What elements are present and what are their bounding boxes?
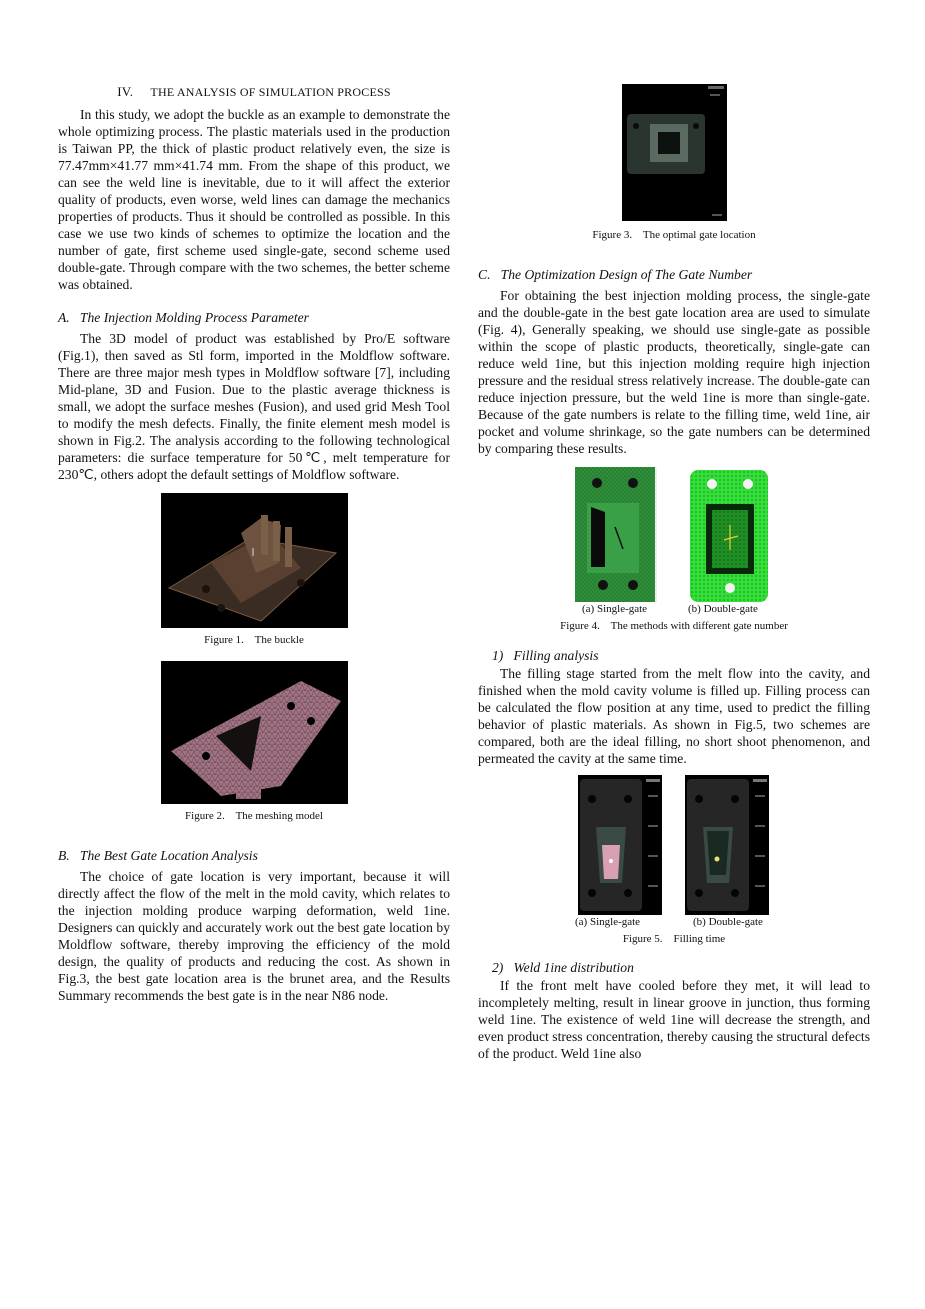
figure-4a-label: (a) Single-gate [582, 603, 648, 615]
buckle-render-image [161, 493, 348, 628]
subsection-c-paragraph: For obtaining the best injection molding process, the single-gate and the double-gate in the best gate location area are used to simulate (Fig. 4), Generally speaking, we should use single-gate as possible within the scope of plastic products, theoretically, single-gate can reduce weld 1ine, but this injection molding require high injection pressure and the residual stress relatively increase. The double-gate can reduce injection pressure, but the weld 1ine is more than single-gate. Because of the gate numbers is relate to the filling time, weld 1ine, air pocket and volume shrinkage, so the gate numbers can be determined by comparing these results. [478, 288, 870, 456]
single-gate-mesh-image [575, 467, 657, 602]
double-gate-mesh-image [690, 470, 770, 602]
figure-2-caption: Figure 2. The meshing model [185, 810, 323, 822]
figure-4b-label: (b) Double-gate [688, 603, 758, 615]
right-column [478, 84, 870, 1062]
section-heading [58, 84, 450, 100]
left-column [58, 84, 450, 1004]
figure-1 [161, 493, 348, 646]
subsection-c-heading: C. The Optimization Design of The Gate Number [478, 267, 753, 282]
item-2-paragraph: If the front melt have cooled before they met, it will lead to incompletely melting, result in linear groove in junction, thus forming weld 1ine. The existence of weld 1ine will decrease the strength, and even product stress concentration, thereby causing the structural defects of the product. Weld 1ine also [478, 978, 870, 1061]
figure-4-caption: Figure 4. The methods with different gate number [560, 620, 788, 632]
subsection-b-heading: B. The Best Gate Location Analysis [58, 848, 258, 863]
figure-5-caption: Figure 5. Filling time [622, 933, 726, 945]
item-1-paragraph: The filling stage started from the melt flow into the cavity, and finished when the mold cavity volume is filled up. Filling process can be calculated the flow position at any time, used to predict the filling behavior of plastic materials. As shown in Fig.5, two schemes are compared, both are the ideal filling, no short shoot phenomenon, and permeated the cavity at the same time. [478, 666, 870, 766]
mesh-model-image [161, 661, 348, 804]
figure-2 [161, 661, 348, 822]
gate-location-image [622, 84, 727, 221]
figure-1-caption: Figure 1. The buckle [204, 634, 304, 646]
single-gate-filling-image [578, 775, 662, 915]
figure-3-caption: Figure 3. The optimal gate location [592, 229, 756, 241]
subsection-a-heading: A. The Injection Molding Process Parameter [58, 310, 309, 325]
item-2-heading: 2) Weld 1ine distribution [492, 960, 634, 975]
figure-5 [478, 775, 870, 930]
section-number: IV. [117, 84, 134, 99]
subsection-a-paragraph: The 3D model of product was established by Pro/E software (Fig.1), then saved as Stl form, imported in the Moldflow software. There are three major mesh types in Moldflow software [7], including Mid-plane, 3D and Fusion. Due to the plastic average thickness is small, we adopt the surface meshes (Fusion), and used grid Mesh Tool to modify the mesh defects. Finally, the finite element mesh model is shown in Fig.2. The analysis according to the following technological parameters: die surface temperature for 50℃, melt temperature for 230℃, others adopt the default settings of Moldflow software. [58, 331, 450, 482]
section-title: THE ANALYSIS OF SIMULATION PROCESS [150, 85, 391, 99]
double-gate-filling-image [685, 775, 769, 915]
subsection-b-paragraph: The choice of gate location is very important, because it will directly affect the flow of the melt in the mold cavity, which relates to the injection molding produce warping deformation, weld 1ine. Designers can quickly and accurately work out the best gate location by Moldflow software, thereby improving the efficiency of the mold design, the quality of products and reducing the cost. As shown in Fig.3, the best gate location area is the brunet area, and the Results Summary recommends the best gate is in the near N86 node. [58, 869, 450, 1003]
figure-5a-label: (a) Single-gate [575, 916, 641, 928]
figure-5b-label: (b) Double-gate [693, 916, 763, 928]
figure-4 [478, 467, 870, 617]
figure-3 [622, 84, 727, 221]
item-1-heading: 1) Filling analysis [492, 648, 599, 663]
intro-paragraph: In this study, we adopt the buckle as an example to demonstrate the whole optimizing process. The plastic materials used in the production is Taiwan PP, the thick of plastic product relatively even, the size is 77.47mm×41.77 mm×41.74 mm. From the shape of this product, we can see the weld line is inevitable, due to it will affect the exterior quality of products, even worse, weld lines can damage the mechanics properties of products. Thus it should be controlled as possible. In this case we use two kinds of schemes to optimize the location and the number of gate, first scheme used single-gate, second scheme used double-gate. Through compare with the two schemes, the better scheme was obtained. [58, 107, 450, 292]
